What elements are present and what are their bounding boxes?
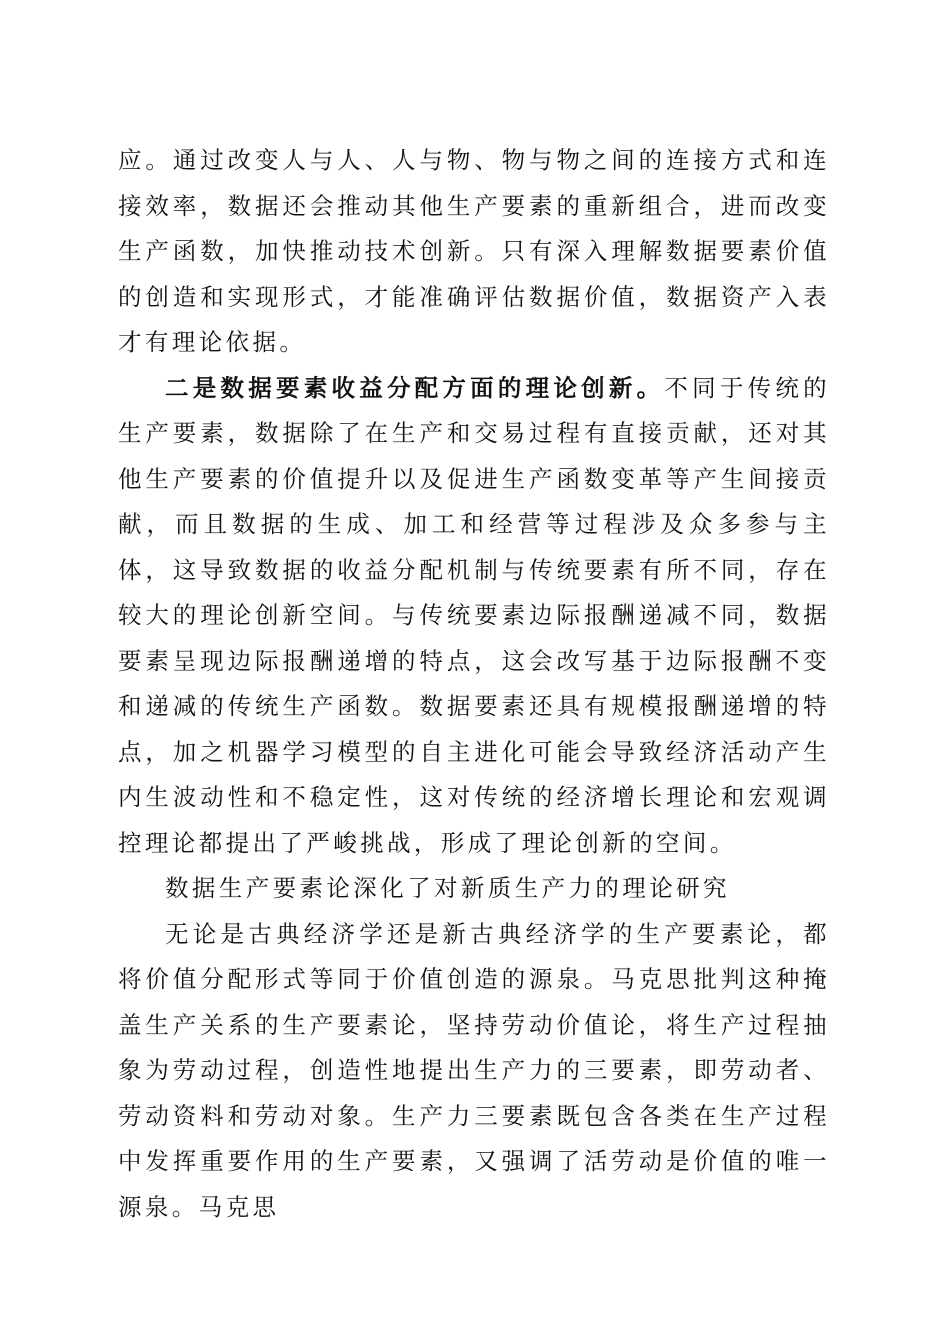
paragraph-body-text: 不同于传统的生产要素，数据除了在生产和交易过程有直接贡献，还对其他生产要素的价值提升以及促进生产函数变革等产生间接贡献，而且数据的生成、加工和经营等过程涉及众多参与主体，这导致数据的收益分配机制与传统要素有所不同，存在较大的理论创新空间。与传统要素边际报酬递减不同，数据要素呈现边际报酬递增的特点，这会改写基于边际报酬不变和递减的传统生产函数。数据要素还具有规模报酬递增的特点，加之机器学习模型的自主进化可能会导致经济活动产生内生波动性和不稳定性，这对传统的经济增长理论和宏观调控理论都提出了严峻挑战，形成了理论创新的空间。 — [118, 373, 830, 857]
paragraph-continuation: 应。通过改变人与人、人与物、物与物之间的连接方式和连接效率，数据还会推动其他生产要素的重新组合，进而改变生产函数，加快推动技术创新。只有深入理解数据要素价值的创造和实现形式，才能准确评估数据价值，数据资产入表才有理论依据。 — [118, 146, 830, 356]
paragraph-production-factors: 无论是古典经济学还是新古典经济学的生产要素论，都将价值分配形式等同于价值创造的源泉。马克思批判这种掩盖生产关系的生产要素论，坚持劳动价值论，将生产过程抽象为劳动过程，创造性地提出生产力的三要素，即劳动者、劳动资料和劳动对象。生产力三要素既包含各类在生产过程中发挥重要作用的生产要素，又强调了活劳动是价值的唯一源泉。马克思 — [118, 919, 830, 1221]
paragraph-income-distribution — [118, 366, 830, 867]
document-body — [118, 138, 830, 1230]
section-heading: 数据生产要素论深化了对新质生产力的理论研究 — [165, 874, 730, 902]
paragraph-lead-heading: 二是数据要素收益分配方面的理论创新。 — [165, 373, 665, 402]
